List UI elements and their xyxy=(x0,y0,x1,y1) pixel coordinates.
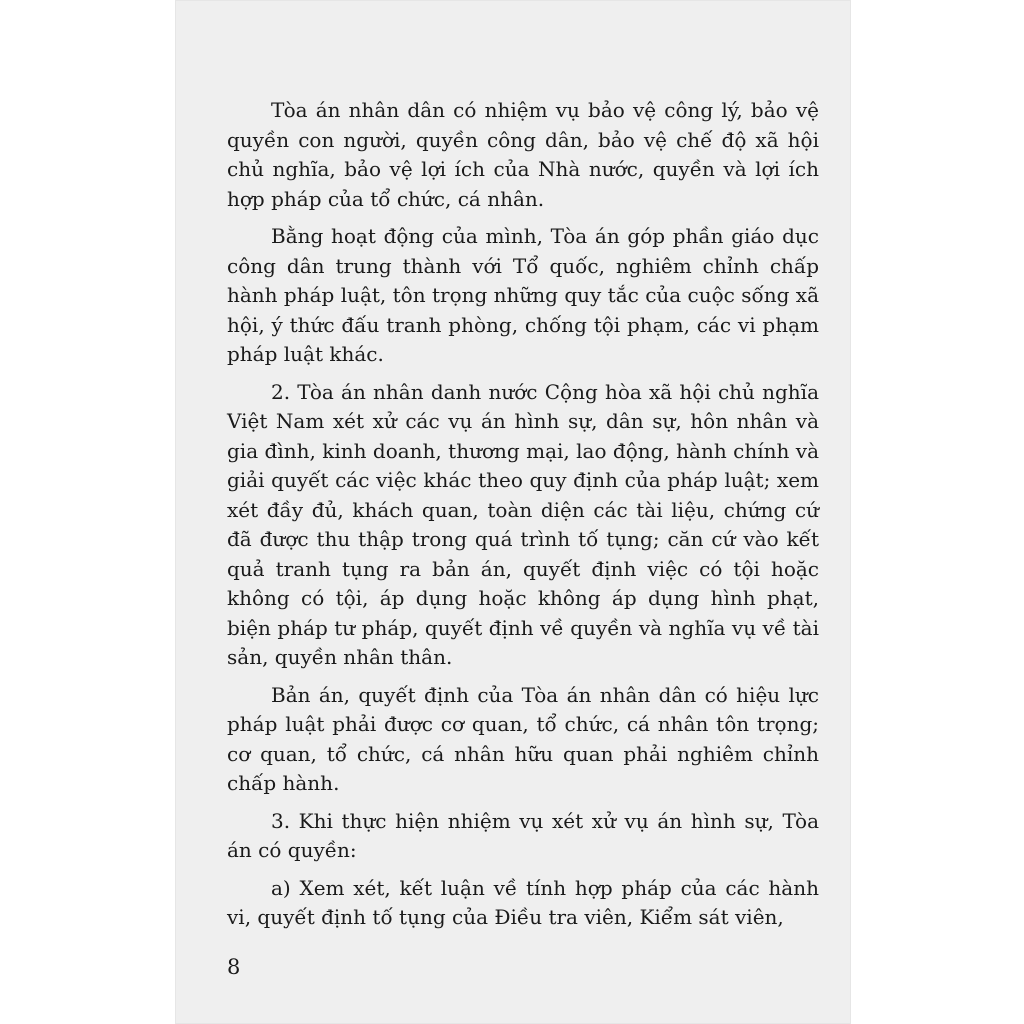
body-text xyxy=(227,96,819,941)
paragraph-4: Bản án, quyết định của Tòa án nhân dân có hiệu lực pháp luật phải được cơ quan, tổ chức, cá nhân tôn trọng; cơ quan, tổ chức, cá nhân hữu quan phải nghiêm chỉnh chấp hành. xyxy=(227,682,819,795)
paragraph-5: 3. Khi thực hiện nhiệm vụ xét xử vụ án hình sự, Tòa án có quyền: xyxy=(227,808,819,862)
page-number: 8 xyxy=(227,955,241,979)
book-page xyxy=(175,0,851,1024)
paragraph-2: Bằng hoạt động của mình, Tòa án góp phần giáo dục công dân trung thành với Tổ quốc, nghiêm chỉnh chấp hành pháp luật, tôn trọng những quy tắc của cuộc sống xã hội, ý thức đấu tranh phòng, chống tội phạm, các vi phạm pháp luật khác. xyxy=(227,224,819,366)
paragraph-1: Tòa án nhân dân có nhiệm vụ bảo vệ công lý, bảo vệ quyền con người, quyền công dân, bảo vệ chế độ xã hội chủ nghĩa, bảo vệ lợi ích của Nhà nước, quyền và lợi ích hợp pháp của tổ chức, cá nhân. xyxy=(227,98,819,211)
paragraph-3: 2. Tòa án nhân danh nước Cộng hòa xã hội chủ nghĩa Việt Nam xét xử các vụ án hình sự, dân sự, hôn nhân và gia đình, kinh doanh, thương mại, lao động, hành chính và giải quyết các việc khác theo quy định của pháp luật; xem xét đầy đủ, khách quan, toàn diện các tài liệu, chứng cứ đã được thu thập trong quá trình tố tụng; căn cứ vào kết quả tranh tụng ra bản án, quyết định việc có tội hoặc không có tội, áp dụng hoặc không áp dụng hình phạt, biện pháp tư pháp, quyết định về quyền và nghĩa vụ về tài sản, quyền nhân thân. xyxy=(227,379,819,669)
paragraph-6: a) Xem xét, kết luận về tính hợp pháp của các hành vi, quyết định tố tụng của Điều tra viên, Kiểm sát viên, xyxy=(227,875,819,929)
